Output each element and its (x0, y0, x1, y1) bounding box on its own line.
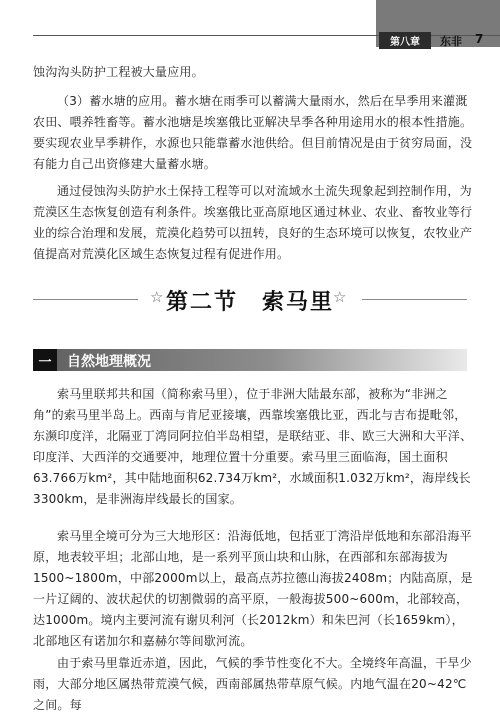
paragraph-climate: 由于索马里靠近赤道，因此，气候的季节性变化不大。全境终年高温，干旱少雨，大部分地区属热带荒漠气候，西南部属热带草原气候。内地气温在20~42℃之间。每 (33, 656, 472, 712)
subheading-text: 自然地理概况 (67, 354, 151, 370)
subheading-number: 一 (33, 349, 57, 371)
section-title: 第二节 索马里 (165, 290, 334, 315)
section-rule-right (362, 299, 467, 300)
paragraph-reservoir: （3）蓄水塘的应用。蓄水塘在雨季可以蓄满大量雨水，然后在旱季用来灌溉农田、喂养牲畜等。蓄水池塘是埃塞俄比亚解决旱季各种用途用水的根本性措施。要实现农业旱季耕作，水源也只能靠蓄水池供给。但目前情况是由于贫穷局面，没有能力自己出资修建大量蓄水塘。 (33, 94, 473, 171)
region-label: 东非 (440, 35, 462, 48)
paragraph-continuation: 蚀沟沟头防护工程被大量应用。 (33, 65, 204, 79)
page-number: 7 (475, 32, 484, 46)
chapter-label: 第八章 (379, 32, 431, 49)
paragraph-terrain: 索马里全境可分为三大地形区：沿海低地，包括亚丁湾沿岸低地和东部沿海平原，地表较平坦；北部山地，是一系列平顶山块和山脉，在西部和东部海拔为1500~1800m，中部2000m以上，最高点苏拉德山海拔2408m；内陆高原，是一片辽阔的、波状起伏的切割微弱的高平原，一般海拔500~600m，北部较高，达1000m。境内主要河流有谢贝利河（长2012km）和朱巴河（长1659km），北部地区有诺加尔和嘉赫尔等间歇河流。 (33, 529, 473, 648)
paragraph-conclusion: 通过侵蚀沟头防护水土保持工程等可以对流域水土流失现象起到控制作用，为荒漠区生态恢复创造有利条件。埃塞俄比亚高原地区通过林业、农业、畜牧业等行业的综合治理和发展，荒漠化趋势可以扭转，良好的生态环境可以恢复，农牧业产值提高对荒漠化区域生态恢复过程有促进作用。 (33, 184, 473, 261)
star-icon: ☆ (150, 288, 164, 306)
star-icon: ☆ (333, 288, 347, 306)
paragraph-location: 索马里联邦共和国（简称索马里），位于非洲大陆最东部，被称为“非洲之角”的索马里半岛上。西南与肯尼亚接壤，西靠埃塞俄比亚，西北与吉布提毗邻，东濒印度洋，北隔亚丁湾同阿拉伯半岛相望，是联结亚、非、欧三大洲和大平洋、印度洋、大西洋的交通要冲，地理位置十分重要。索马里三面临海，国土面积63.766万km²，其中陆地面积62.734万km²，水域面积1.032万km²，海岸线长3300km，是非洲海岸线最长的国家。 (33, 387, 473, 506)
